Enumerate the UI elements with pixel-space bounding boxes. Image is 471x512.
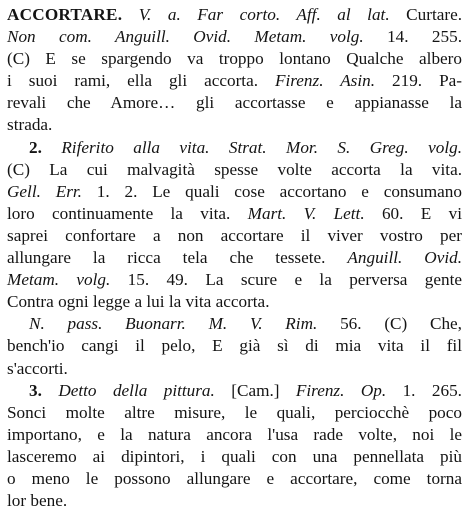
text-run: allungare la ricca tela che tessete.: [7, 248, 348, 268]
italic-run: N. pass. Buonarr. M. V. Rim.: [29, 314, 318, 334]
text-run: 1. 2. Le quali cose accortano e consumano: [81, 181, 462, 201]
text-run: [122, 5, 139, 24]
italic-run: Detto della pittura.: [58, 380, 215, 400]
text-line: [7, 358, 462, 380]
text-line: [7, 26, 462, 48]
text-line: [7, 70, 462, 92]
text-run: bench'io cangi il pelo, E già sì di mia vita il fil: [7, 336, 462, 356]
headword: ACCORTARE.: [7, 5, 123, 24]
text-run: lasceremo ai dipintori, i quali con una pennellata più: [7, 446, 462, 466]
text-line: [7, 137, 462, 159]
text-run: Contra ogni legge a lui la vita accorta.: [7, 292, 270, 312]
text-line: [7, 424, 462, 446]
italic-run: Gell. Err.: [7, 181, 82, 201]
sense-number: 3.: [29, 380, 42, 400]
text-line: [7, 247, 462, 269]
sense-number: 2.: [29, 137, 42, 157]
text-line: [7, 203, 462, 225]
text-run: 1. 265.: [386, 380, 462, 400]
text-run: (C) La cui malvagità spesse volte accorta la vita.: [7, 159, 462, 179]
italic-run: Non com. Anguill. Ovid. Metam. volg.: [7, 27, 364, 47]
text-run: [42, 381, 58, 400]
text-line: [7, 225, 462, 247]
text-run: o meno le possono allungare e accortare, come torna: [7, 468, 462, 488]
text-run: 14. 255.: [363, 27, 463, 47]
text-run: [42, 138, 61, 157]
text-line: [7, 159, 462, 181]
text-line: [7, 291, 462, 313]
text-line: [7, 114, 462, 136]
italic-run: Mart. V. Lett.: [247, 203, 365, 223]
italic-run: Anguill. Ovid.: [347, 248, 462, 268]
italic-run: V. a. Far corto. Aff. al lat.: [138, 5, 390, 24]
text-run: 60. E vi: [364, 203, 462, 223]
text-line: [7, 48, 462, 70]
italic-run: Firenz. Asin.: [274, 71, 376, 91]
text-line: [7, 269, 462, 291]
text-run: revali che Amore… gli accortasse e appianasse la: [7, 93, 462, 113]
text-line: [7, 446, 462, 468]
text-run: i suoi rami, ella gli accorta.: [7, 71, 275, 91]
text-run: 15. 49. La scure e la perversa gente: [110, 270, 462, 290]
text-line: [7, 490, 462, 512]
text-line: [7, 4, 462, 26]
text-line: [7, 92, 462, 114]
text-line: [7, 335, 462, 357]
text-line: [7, 313, 462, 335]
italic-run: Firenz. Op.: [295, 380, 387, 400]
text-run: Curtare.: [389, 5, 462, 24]
text-run: [Cam.]: [214, 380, 296, 400]
text-run: lor bene.: [7, 491, 68, 511]
text-run: importano, e la natura ancora l'usa rade volte, noi le: [7, 424, 462, 444]
italic-run: Riferito alla vita. Strat. Mor. S. Greg. volg.: [61, 137, 463, 157]
text-run: 219. Pa-: [375, 71, 463, 91]
text-run: s'accorti.: [7, 358, 68, 378]
text-line: [7, 468, 462, 490]
text-line: [7, 181, 462, 203]
text-run: 56. (C) Che,: [317, 314, 462, 334]
text-run: saprei confortare a non accortare il viver vostro per: [7, 225, 462, 245]
text-run: strada.: [7, 115, 53, 135]
text-run: (C) E se spargendo va troppo lontano Qualche albero: [7, 49, 462, 69]
text-run: Sonci molte altre misure, le quali, perciocchè poco: [7, 402, 462, 422]
italic-run: Metam. volg.: [7, 270, 111, 290]
text-line: [7, 380, 462, 402]
text-line: [7, 402, 462, 424]
text-run: loro continuamente la vita.: [7, 203, 248, 223]
